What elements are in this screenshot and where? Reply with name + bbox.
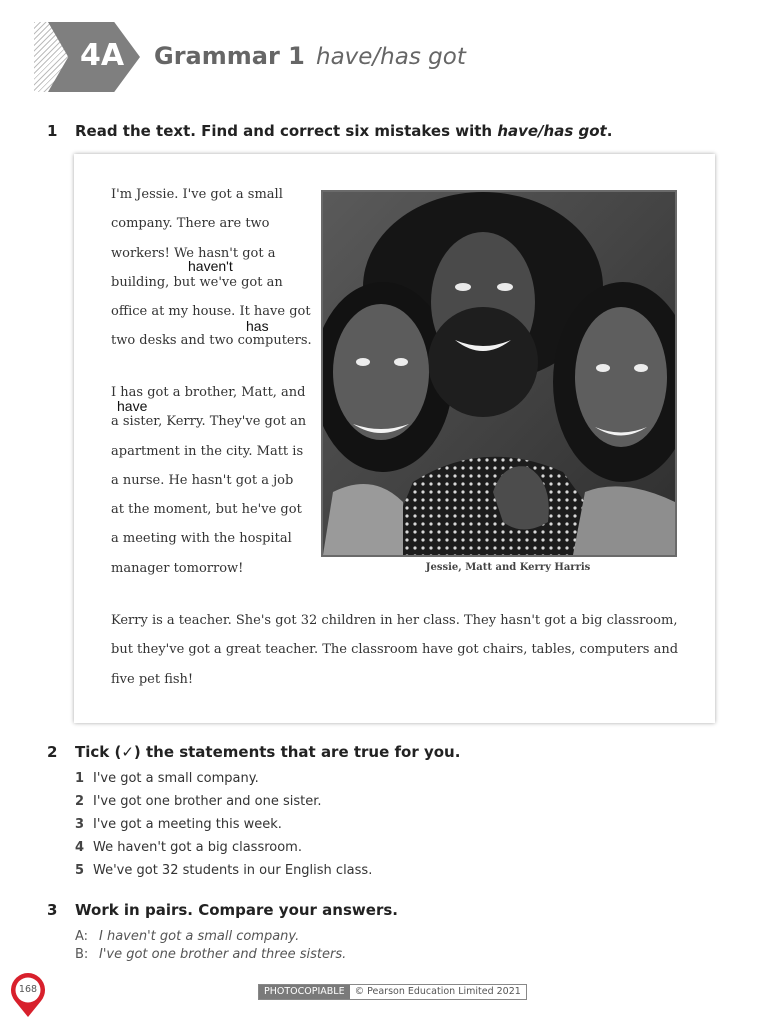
exercise-3-number: 3 [47,901,58,919]
paragraph-line: but they've got a great teacher. The classroom have got chairs, tables, computers and [111,642,679,658]
paragraph-line: company. There are two [111,216,270,232]
paragraph-line: I'm Jessie. I've got a small [111,187,283,202]
paragraph-line: at the moment, but he've got [111,502,302,518]
paragraph-line: I has got a brother, Matt, and [111,385,306,400]
exercise-2-item: We've got 32 students in our English class. [93,863,373,878]
photo-caption: Jessie, Matt and Kerry Harris [425,562,591,573]
exercise-1-instruction-text: Read the text. Find and correct six mistakes with [75,122,498,140]
exercise-2-item: I've got a meeting this week. [93,817,282,832]
correction-have: have [117,398,148,414]
paragraph-line: Kerry is a teacher. She's got 32 children in her class. They hasn't got a big classroom, [111,613,678,628]
family-photo-illustration [323,192,675,555]
correction-havent: haven't [188,258,233,274]
exercise-2-item-number: 1 [75,771,85,786]
copyright-text: © Pearson Education Limited 2021 [354,986,521,997]
paragraph-line: a sister, Kerry. They've got an [111,414,307,430]
exercise-2-item-number: 2 [75,794,85,809]
dialogue-speaker: B: [75,947,89,962]
exercise-1-instruction [75,121,612,141]
exercise-2-item: We haven't got a big classroom. [93,840,302,855]
exercise-1-instruction-end: . [606,122,613,140]
paragraph-line: a meeting with the hospital [111,531,292,547]
exercise-1-number: 1 [47,122,58,140]
exercise-1-instruction-emphasis: have/has got [497,122,607,140]
exercise-2-item-number: 3 [75,817,85,832]
correction-has: has [246,318,269,334]
paragraph-line: office at my house. It have got [111,304,311,320]
paragraph-line: a nurse. He hasn't got a job [111,472,294,488]
exercise-2-number: 2 [47,743,58,761]
paragraph-line: workers! We hasn't got a [111,245,276,261]
exercise-2-item: I've got one brother and one sister. [93,794,322,809]
exercise-2-item: I've got a small company. [93,771,259,786]
paragraph-line: manager tomorrow! [111,560,244,576]
paragraph-line: apartment in the city. Matt is [111,443,304,459]
map-pin-icon [9,973,47,1019]
exercise-2-item-number: 4 [75,840,85,855]
photocopiable-tag: PHOTOCOPIABLE [259,985,350,999]
exercise-2-instruction: Tick (✓) the statements that are true for you. [75,743,461,761]
paragraph-line: two desks and two computers. [111,333,312,349]
dialogue-line: I've got one brother and three sisters. [99,947,347,962]
page-number: 168 [18,984,38,995]
page-subtitle: have/has got [316,44,466,70]
page-title: Grammar 1 [154,42,305,70]
reading-paragraph-3 [111,606,678,694]
dialogue-line: I haven't got a small company. [99,929,300,944]
paragraph-line: building, but we've got an [111,274,283,290]
paragraph-line: five pet fish! [111,671,194,687]
unit-label: 4A [79,38,125,73]
exercise-2-item-number: 5 [75,863,85,878]
family-photo [321,190,677,557]
footer-copyright-box [258,984,527,1000]
page-number-marker [9,973,47,1019]
exercise-3-instruction: Work in pairs. Compare your answers. [75,901,398,919]
dialogue-speaker: A: [75,929,89,944]
